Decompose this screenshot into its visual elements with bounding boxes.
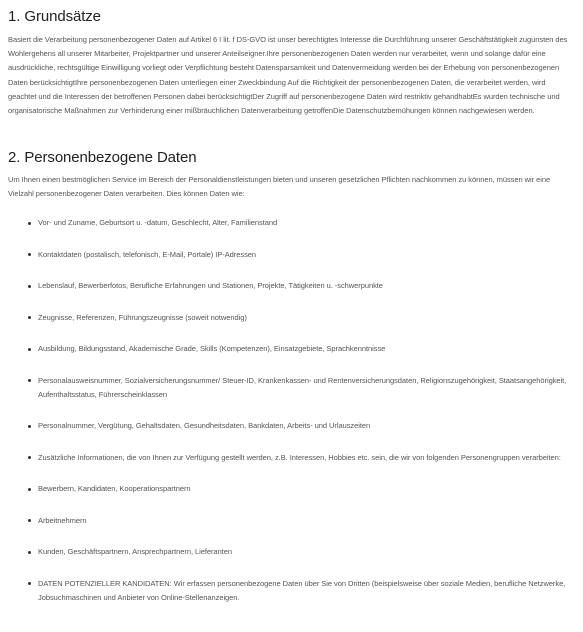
section-paragraph-grundsaetze: Basiert die Verarbeitung personenbezogener Daten auf Artikel 6 I lit. f DS-GVO ist unser berechtigtes Interesse die Durchführung unserer Geschäftstätigkeit zugunsten des Wohlergehens all unserer Mitarbeiter, Projektpartner und unserer Anteilseigner.Ihre personenbezogenen Daten werden nur verarbeitet, wenn und solange dafür eine ausdrückliche, rechtsgültige Einwilligung vorliegt oder Verpflichtung besteht Datensparsamkeit und Datenvermeidung werden bei der Erhebung von personenbezogenen Daten berücksichtigtIhre personenbezogenen Daten unterliegen einer Zweckbindung Auf die Richtigkeit der personenbezogenen Daten, die verarbeitet werden, wird geachtet und die Interessen der betroffenen Personen dabei berücksichtigtDer Zugriff auf personenbezogene Daten wird restriktiv gehandhabtEs wurden technische und organisatorische Maßnahmen zur Verhinderung einer mißbräuchlichen Datenverarbeitung getroffenDie Datenschutzbemühungen können nachgewiesen werden.: [8, 35, 568, 116]
section-heading-personenbezogene-daten: 2. Personenbezogene Daten: [8, 149, 197, 166]
list-item: Kontaktdaten (postalisch, telefonisch, E-Mail, Portale) IP-Adressen: [8, 248, 568, 262]
list-item: Ausbildung, Bildungsstand, Akademische Grade, Skills (Kompetenzen), Einsatzgebiete, Sprachkenntnisse: [8, 342, 568, 356]
data-categories-list: [8, 216, 568, 622]
list-item: Personalausweisnummer, Sozialversicherungsnummer/ Steuer-ID, Krankenkassen- und Rentenversicherungsdaten, Religionszugehörigkeit, Staatsangehörigkeit, Aufenthaltsstatus, Führerscheinklassen: [8, 374, 568, 402]
list-item: Zusätzliche Informationen, die von Ihnen zur Verfügung gestellt werden, z.B. Interessen, Hobbies etc. sein, die wir von folgenden Personengruppen verarbeiten:: [8, 451, 568, 465]
list-item: Lebenslauf, Bewerberfotos, Berufliche Erfahrungen und Stationen, Projekte, Tätigkeiten u. -schwerpunkte: [8, 279, 568, 293]
section-heading-grundsaetze: 1. Grundsätze: [8, 8, 101, 25]
list-item: Zeugnisse, Referenzen, Führungszeugnisse (soweit notwendig): [8, 311, 568, 325]
list-item: DATEN POTENZIELLER KANDIDATEN: Wir erfassen personenbezogene Daten über Sie von Dritten (beispielsweise über soziale Medien, berufliche Netzwerke, Jobsuchmaschinen und Anbieter von Online-Stellenanzeigen.: [8, 577, 568, 605]
list-item: Vor- und Zuname, Geburtsort u. -datum, Geschlecht, Alter, Familienstand: [8, 216, 568, 230]
list-item: Arbeitnehmern: [8, 514, 568, 528]
list-item: Kunden, Geschäftspartnern, Ansprechpartnern, Lieferanten: [8, 545, 568, 559]
list-item: Bewerbern, Kandidaten, Kooperationspartnern: [8, 482, 568, 496]
section-paragraph-personenbezogene-daten: Um Ihnen einen bestmöglichen Service im Bereich der Personaldienstleistungen bieten und unseren gesetzlichen Pflichten nachkommen zu können, müssen wir eine Vielzahl personenbezogener Daten verarbeiten. Dies können Daten wie:: [8, 175, 551, 199]
list-item: Personalnummer, Vergütung, Gehaltsdaten, Gesundheitsdaten, Bankdaten, Arbeits- und Urlauszeiten: [8, 419, 568, 433]
